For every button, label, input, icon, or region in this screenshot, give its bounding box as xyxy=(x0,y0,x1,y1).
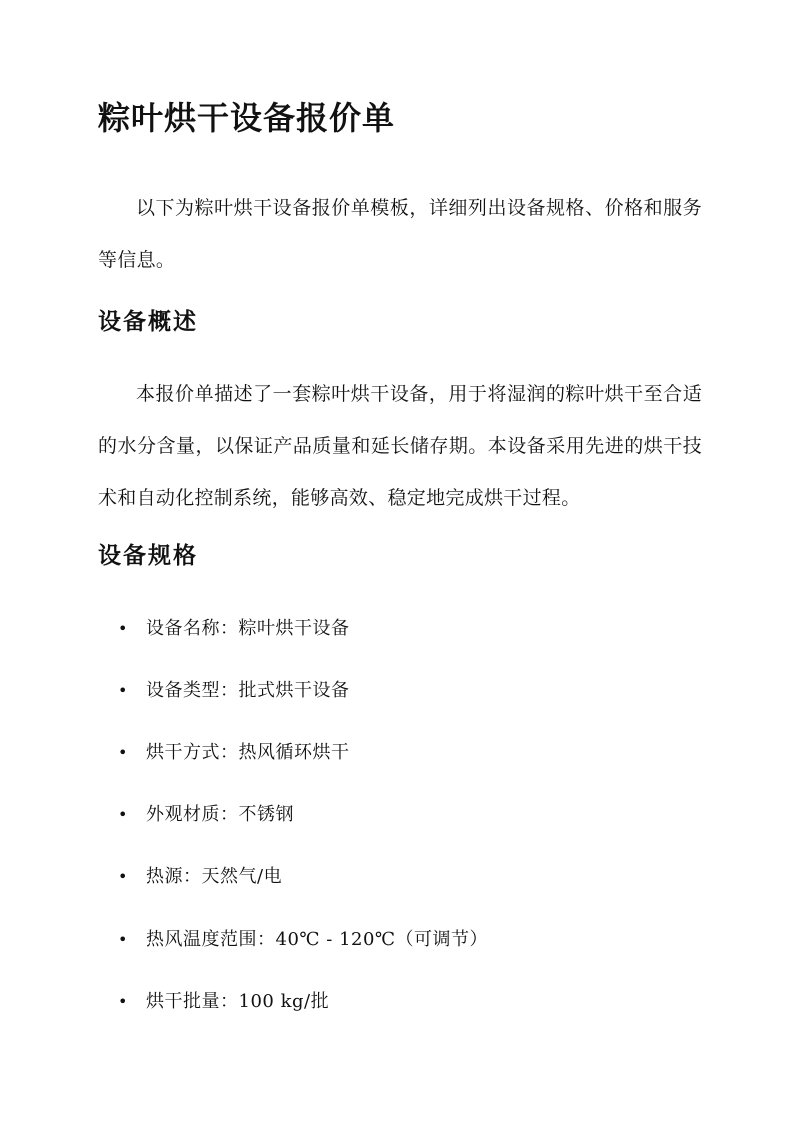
spec-item-material xyxy=(118,800,294,830)
bullet-icon: • xyxy=(118,930,128,949)
spec-item-drying-method xyxy=(118,738,350,768)
spec-item-text: 设备名称：粽叶烘干设备 xyxy=(146,618,350,639)
spec-item-text: 热风温度范围：40℃ - 120℃（可调节） xyxy=(146,929,489,950)
spec-item-text: 热源：天然气/电 xyxy=(146,866,283,887)
spec-item-text: 外观材质：不锈钢 xyxy=(146,804,294,825)
overview-paragraph: 本报价单描述了一套粽叶烘干设备，用于将湿润的粽叶烘干至合适的水分含量，以保证产品质量和延长储存期。本设备采用先进的烘干技术和自动化控制系统，能够高效、稳定地完成烘干过程。 xyxy=(98,383,702,509)
bullet-icon: • xyxy=(118,867,128,886)
specs-heading: 设备规格 xyxy=(98,542,198,569)
bullet-icon: • xyxy=(118,743,128,762)
bullet-icon: • xyxy=(118,619,128,638)
spec-item-type xyxy=(118,676,350,706)
intro-paragraph: 以下为粽叶烘干设备报价单模板，详细列出设备规格、价格和服务等信息。 xyxy=(98,197,702,271)
spec-item-temperature-range xyxy=(118,925,488,955)
spec-item-text: 烘干方式：热风循环烘干 xyxy=(146,742,350,763)
bullet-icon: • xyxy=(118,681,128,700)
spec-item-text: 烘干批量：100 kg/批 xyxy=(146,991,330,1012)
bullet-icon: • xyxy=(118,992,128,1011)
spec-item-text: 设备类型：批式烘干设备 xyxy=(146,680,350,701)
bullet-icon: • xyxy=(118,805,128,824)
document-title: 粽叶烘干设备报价单 xyxy=(98,99,396,137)
spec-item-name xyxy=(118,614,350,644)
spec-item-heat-source xyxy=(118,862,282,892)
overview-heading: 设备概述 xyxy=(98,308,198,335)
spec-item-batch-capacity xyxy=(118,987,329,1017)
